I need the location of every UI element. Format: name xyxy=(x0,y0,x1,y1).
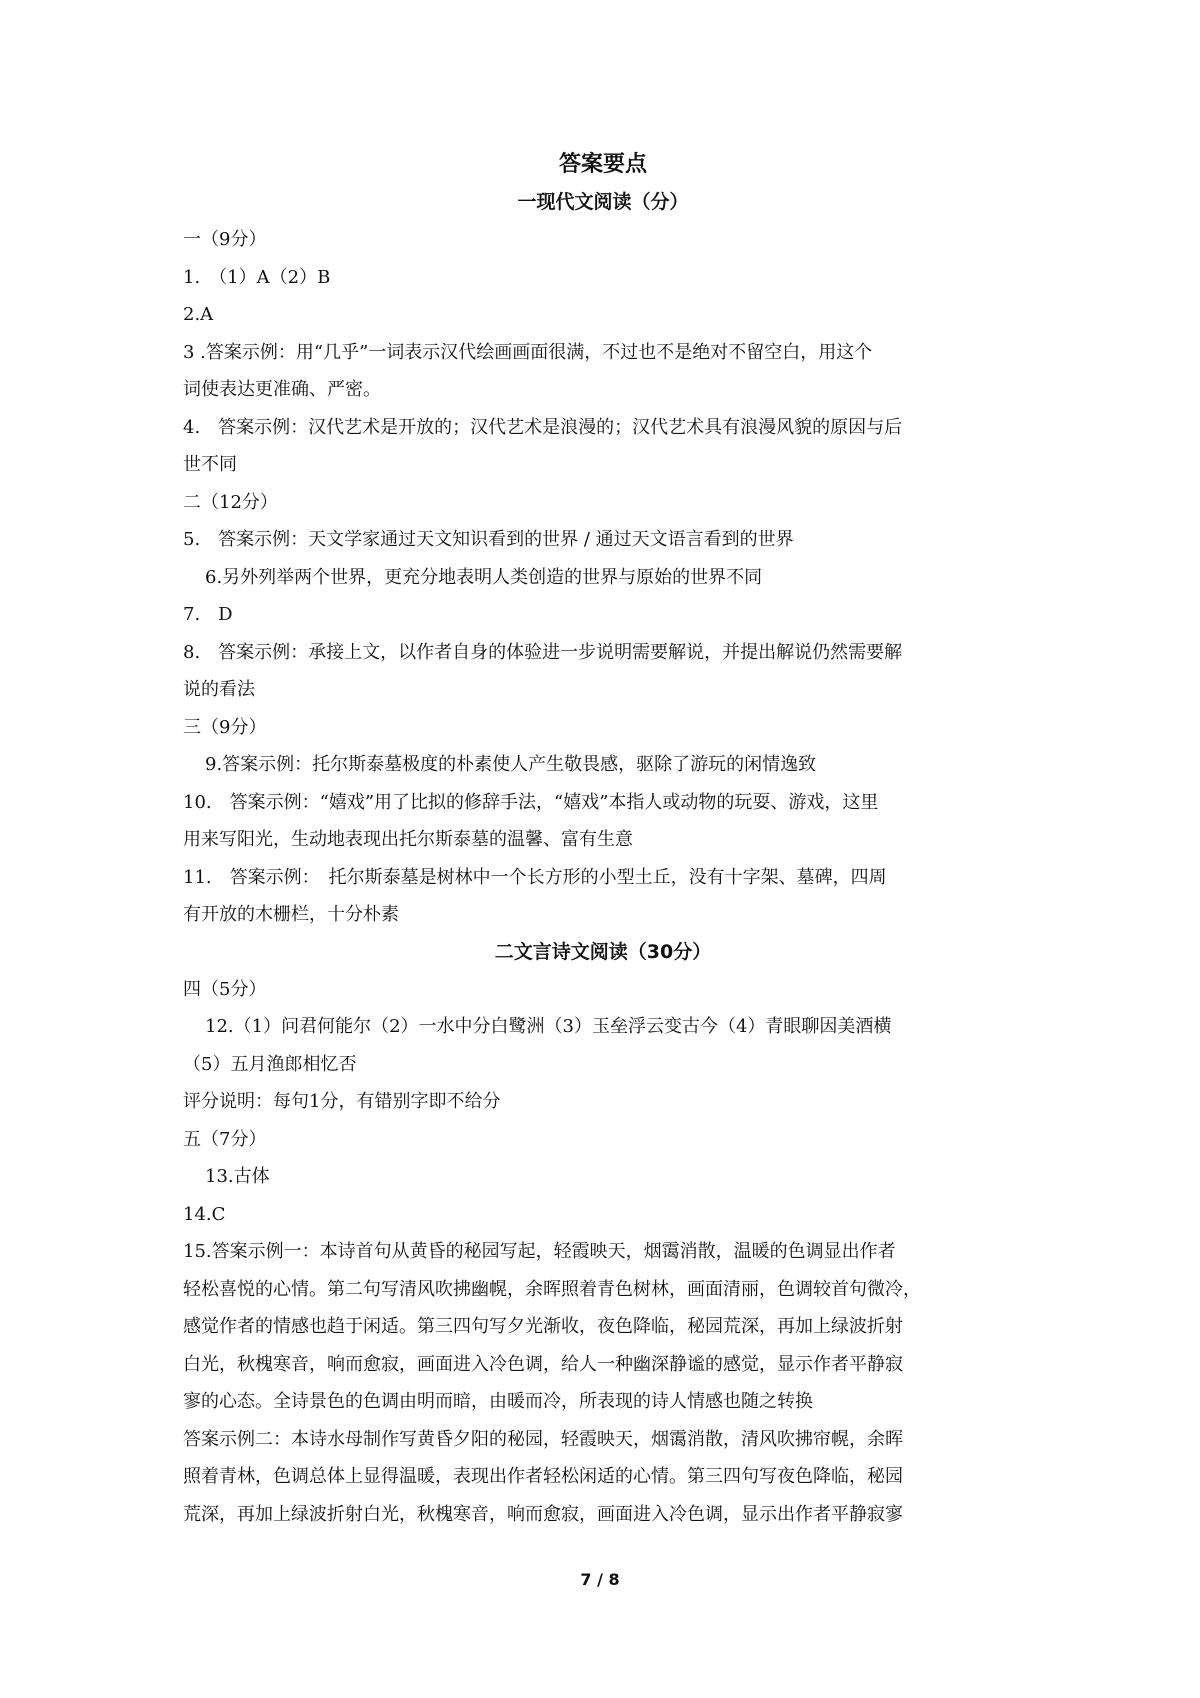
answer-line: 词使表达更准确、严密。 xyxy=(183,379,381,400)
answer-line: 世不同 xyxy=(183,454,237,475)
answer-line: 轻松喜悦的心情。第二句写清风吹拂幽幌，余晖照着青色树林，画面清丽，色调较首句微冷， xyxy=(183,1278,921,1300)
answer-line: 12.（1）问君何能尔（2）一水中分白鹭洲（3）玉垒浮云变古今（4）青眼聊因美酒横 xyxy=(205,1016,892,1037)
part-heading: 四（5分） xyxy=(183,978,267,1000)
answer-line: 用来写阳光，生动地表现出托尔斯泰墓的温馨、富有生意 xyxy=(183,829,633,850)
answer-line: 说的看法 xyxy=(183,679,255,700)
answer-line: 13.古体 xyxy=(205,1166,270,1187)
document-title: 答案要点 xyxy=(558,152,647,177)
section-title-modern-reading: 一现代文阅读（分） xyxy=(517,191,689,213)
answer-line: 荒深，再加上绿波折射白光，秋槐寒音，响而愈寂，画面进入冷色调，显示出作者平静寂寥 xyxy=(183,1503,903,1525)
part-heading: 三（9分） xyxy=(183,716,267,738)
part-heading: 五（7分） xyxy=(183,1128,267,1150)
answer-line: 2.A xyxy=(183,304,214,325)
answer-line: 答案示例二：本诗水母制作写黄昏夕阳的秘园，轻霞映天，烟霭消散，清风吹拂帘幌，余晖 xyxy=(183,1428,903,1450)
answer-line: 5. 答案示例：天文学家通过天文知识看到的世界 / 通过天文语言看到的世界 xyxy=(183,529,794,550)
answer-line: 7. D xyxy=(183,604,233,625)
document-content xyxy=(183,146,1023,1533)
answer-line: （5）五月渔郎相忆否 xyxy=(183,1053,357,1075)
answer-line: 8. 答案示例：承接上文，以作者自身的体验进一步说明需要解说，并提出解说仍然需要解 xyxy=(183,641,903,663)
answer-line: 4. 答案示例：汉代艺术是开放的；汉代艺术是浪漫的；汉代艺术具有浪漫风貌的原因与后 xyxy=(183,416,903,438)
answer-line: 照着青林，色调总体上显得温暖，表现出作者轻松闲适的心情。第三四句写夜色降临，秘园 xyxy=(183,1466,903,1487)
page-number: 7 / 8 xyxy=(580,1570,620,1589)
answer-line: 10. 答案示例：“嬉戏”用了比拟的修辞手法，“嬉戏”本指人或动物的玩耍、游戏，这里 xyxy=(183,791,879,813)
answer-line: 1. （1）A（2）B xyxy=(183,266,331,288)
section-title-classical-reading: 二文言诗文阅读（30分） xyxy=(494,940,712,963)
answer-line: 3 .答案示例：用“几乎”一词表示汉代绘画画面很满，不过也不是绝对不留空白，用这个 xyxy=(183,341,873,363)
answer-line: 感觉作者的情感也趋于闲适。第三四句写夕光渐收，夜色降临，秘园荒深，再加上绿波折射 xyxy=(183,1316,903,1337)
answer-line: 11. 答案示例： 托尔斯泰墓是树林中一个长方形的小型土丘，没有十字架、墓碑，四周 xyxy=(183,866,887,888)
answer-line: 6.另外列举两个世界，更充分地表明人类创造的世界与原始的世界不同 xyxy=(205,566,763,588)
part-heading: 一（9分） xyxy=(183,229,267,250)
answer-line: 白光，秋槐寒音，响而愈寂，画面进入冷色调，给人一种幽深静谧的感觉，显示作者平静寂 xyxy=(183,1353,903,1375)
answer-line: 14.C xyxy=(183,1203,226,1225)
part-heading: 二（12分） xyxy=(183,491,278,513)
answer-line: 寥的心态。全诗景色的色调由明而暗，由暖而冷，所表现的诗人情感也随之转换 xyxy=(183,1391,813,1412)
answer-line: 9.答案示例：托尔斯泰墓极度的朴素使人产生敬畏感，驱除了游玩的闲情逸致 xyxy=(205,754,817,775)
answer-line: 有开放的木栅栏，十分朴素 xyxy=(183,904,399,925)
answer-line: 15.答案示例一：本诗首句从黄昏的秘园写起，轻霞映天，烟霭消散，温暖的色调显出作者 xyxy=(183,1241,896,1262)
scoring-note: 评分说明：每句1分，有错别字即不给分 xyxy=(183,1091,501,1112)
